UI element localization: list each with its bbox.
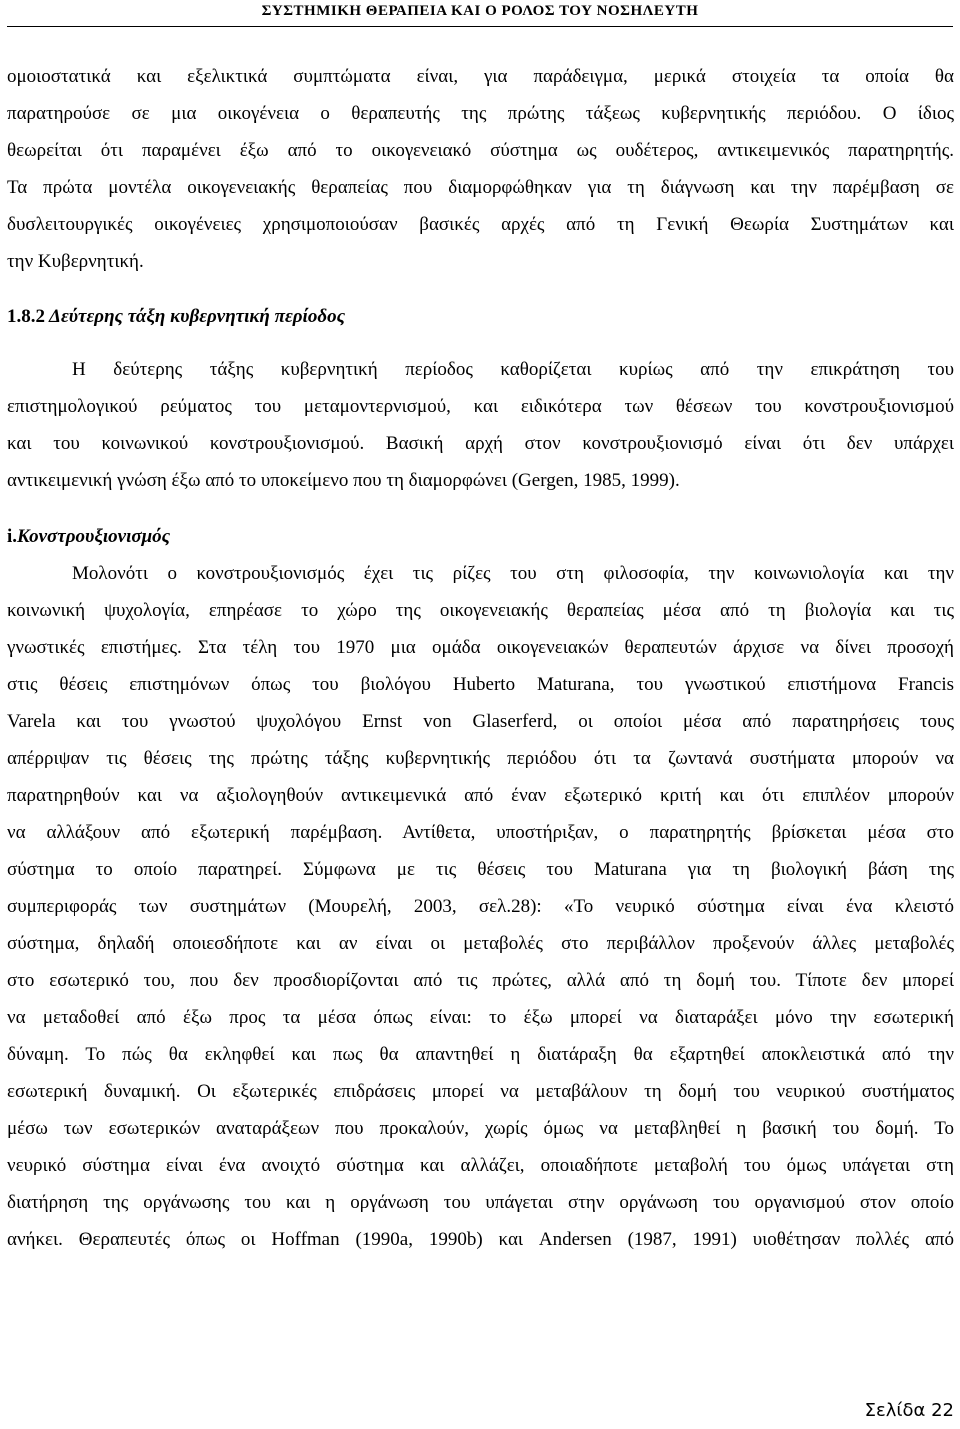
text-line: Μολονότι ο κονστρουξιονισμός έχει τις ρίζες του στη φιλοσοφία, την κοινωνιολογία και την	[72, 563, 954, 584]
subsection-title: Κονστρουξιονισμός	[17, 526, 171, 547]
text-line: γνωστικές επιστήμες. Στα τέλη του 1970 μια ομάδα οικογενειακών θεραπευτών άρχισε να δίνει προσοχή	[7, 637, 954, 658]
running-header: ΣΥΣΤΗΜΙΚΗ ΘΕΡΑΠΕΙΑ ΚΑΙ Ο ΡΟΛΟΣ ΤΟΥ ΝΟΣΗΛΕΥΤΗ	[261, 3, 699, 19]
text-line: στις θέσεις επιστημόνων όπως του βιολόγου Huberto Maturana, του γνωστικού επιστήμονα Francis	[7, 674, 954, 695]
header-rule	[7, 26, 953, 27]
subsection-paragraph	[7, 555, 954, 1258]
text-line: παρατηρούσε σε μια οικογένεια ο θεραπευτής της πρώτης τάξεως κυβερνητικής περιόδου. Ο ίδιος	[7, 103, 954, 124]
section-title: Δεύτερης τάξη κυβερνητική περίοδος	[49, 306, 346, 327]
text-line: να αλλάξουν από εξωτερική παρέμβαση. Αντίθετα, υποστήριξαν, ο παρατηρητής βρίσκεται μέσα στο	[7, 822, 954, 843]
page-number: Σελίδα 22	[864, 1400, 954, 1421]
text-line: νευρικό σύστημα είναι ένα ανοιχτό σύστημα και αλλάζει, οποιαδήποτε μεταβολή του όμως υπάγεται στη	[7, 1155, 954, 1176]
text-line: στο εσωτερικό του, που δεν προσδιορίζονται από τις πρώτες, αλλά από τη δομή του. Τίποτε δεν μπορεί	[7, 970, 954, 991]
text-line: να μεταδοθεί από έξω προς τα μέσα όπως είναι: το έξω μπορεί να διαταράξει μόνο την εσωτερική	[7, 1007, 954, 1028]
text-line: μέσω των εσωτερικών αναταράξεων που προκαλούν, χωρίς όμως να μεταβληθεί η βασική του δομή. Το	[7, 1118, 954, 1139]
document-body	[7, 58, 954, 1258]
intro-paragraph	[7, 58, 954, 280]
text-line: κοινωνική ψυχολογία, επηρέασε το χώρο της οικογενειακής θεραπείας μέσα από τη βιολογία και τις	[7, 600, 954, 621]
text-line: Η δεύτερης τάξης κυβερνητική περίοδος καθορίζεται κυρίως από την επικράτηση του	[72, 359, 954, 380]
text-line: σύστημα το οποίο παρατηρεί. Σύμφωνα με τις θέσεις του Maturana για τη βιολογική βάση της	[7, 859, 954, 880]
section-paragraph	[7, 351, 954, 499]
text-line: απέρριψαν τις θέσεις της πρώτης τάξης κυβερνητικής περιόδου ότι τα ζωντανά συστήματα μπορούν να	[7, 748, 954, 769]
text-line: επιστημολογικού ρεύματος του μεταμοντερνισμού, και ειδικότερα των θέσεων του κονστρουξιονισμού	[7, 396, 954, 417]
text-line: αντικειμενική γνώση έξω από το υποκείμενο που τη διαμορφώνει (Gergen, 1985, 1999).	[7, 470, 680, 491]
text-line: την Κυβερνητική.	[7, 251, 144, 272]
subsection-number: i.	[7, 526, 18, 547]
text-line: διατήρηση της οργάνωσης του και η οργάνωση του υπάγεται στην οργάνωση του οργανισμού στον οποίο	[7, 1192, 954, 1213]
text-line: και του κοινωνικού κονστρουξιονισμού. Βασική αρχή στον κονστρουξιονισμό είναι ότι δεν υπάρχει	[7, 433, 954, 454]
text-line: Varela και του γνωστού ψυχολόγου Ernst von Glaserferd, οι οποίοι μέσα από παρατηρήσεις τους	[7, 711, 954, 732]
section-heading	[7, 298, 954, 335]
text-line: εσωτερική δυναμική. Οι εξωτερικές επιδράσεις μπορεί να μεταβάλουν τη δομή του νευρικού συστήματος	[7, 1081, 954, 1102]
text-line: δυσλειτουργικές οικογένειες χρησιμοποιούσαν βασικές αρχές από τη Γενική Θεωρία Συστημάτων και	[7, 214, 954, 235]
text-line: δύναμη. Το πώς θα εκληφθεί και πως θα απαντηθεί η διατάραξη θα εξαρτηθεί αποκλειστικά από την	[7, 1044, 954, 1065]
text-line: ομοιοστατικά και εξελικτικά συμπτώματα είναι, για παράδειγμα, μερικά στοιχεία τα οποία θα	[7, 66, 954, 87]
text-line: συμπεριφοράς των συστημάτων (Μουρελή, 2003, σελ.28): «Το νευρικό σύστημα είναι ένα κλειστό	[7, 896, 954, 917]
text-line: παρατηρηθούν και να αξιολογηθούν αντικειμενικά από έναν εξωτερικό κριτή και ότι επιπλέον μπορούν	[7, 785, 954, 806]
text-line: Τα πρώτα μοντέλα οικογενειακής θεραπείας που διαμορφώθηκαν για τη διάγνωση και την παρέμβαση σε	[7, 177, 954, 198]
subsection-heading	[7, 518, 954, 555]
section-number: 1.8.2	[7, 306, 45, 327]
text-line: ανήκει. Θεραπευτές όπως οι Hoffman (1990a, 1990b) και Andersen (1987, 1991) υιοθέτησαν πολλές από	[7, 1229, 954, 1250]
text-line: σύστημα, δηλαδή οποιεσδήποτε και αν είναι οι μεταβολές στο περιβάλλον προξενούν άλλες μεταβολές	[7, 933, 954, 954]
text-line: θεωρείται ότι παραμένει έξω από το οικογενειακό σύστημα ως ουδέτερος, αντικειμενικός παρατηρητής.	[7, 140, 954, 161]
